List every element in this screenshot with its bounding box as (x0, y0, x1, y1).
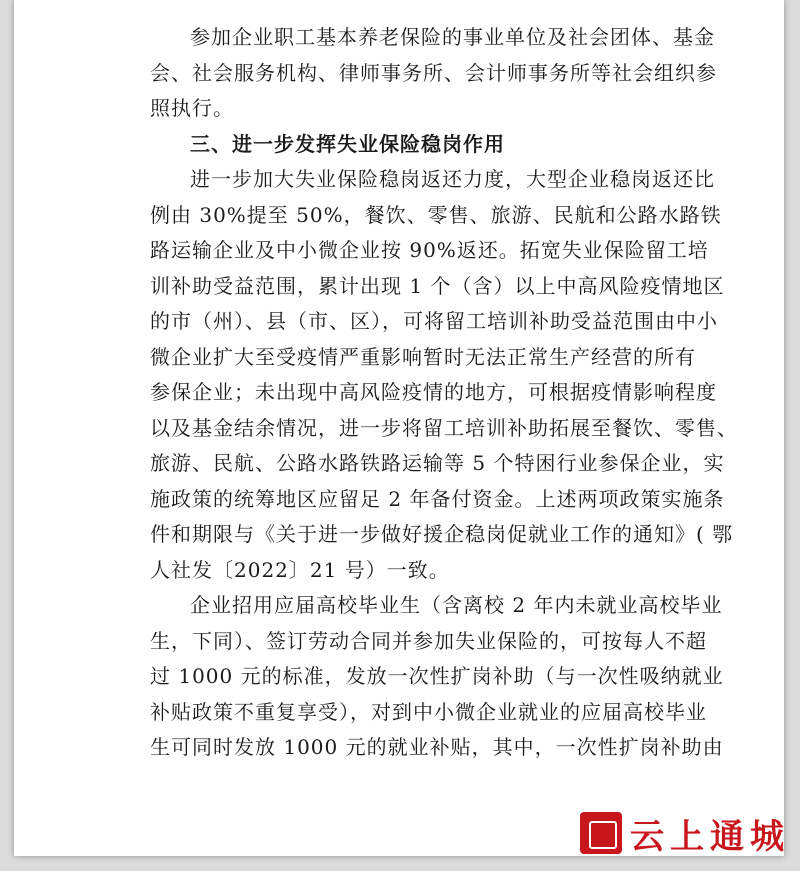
text-line: 照执行。 (150, 96, 234, 120)
text-line: 施政策的统筹地区应留足 2 年备付资金。上述两项政策实施条 (150, 486, 725, 511)
text-line: 训补助受益范围，累计出现 1 个（含）以上中高风险疫情地区 (150, 273, 725, 298)
text-line: 旅游、民航、公路水路铁路运输等 5 个特困行业参保企业，实 (150, 451, 725, 475)
text-line: 参加企业职工基本养老保险的事业单位及社会团体、基金 (190, 25, 715, 49)
text-line: 例由 30%提至 50%，餐饮、零售、旅游、民航和公路水路铁 (150, 202, 722, 227)
text-line: 参保企业；未出现中高风险疫情的地方，可根据疫情影响程度 (150, 380, 717, 404)
text-line: 补贴政策不重复享受），对到中小微企业就业的应届高校毕业 (150, 699, 707, 724)
text-line: 企业招用应届高校毕业生（含离校 2 年内未就业高校毕业 (190, 593, 723, 617)
section-heading: 三、进一步发挥失业保险稳岗作用 (190, 131, 505, 156)
text-line: 进一步加大失业保险稳岗返还力度，大型企业稳岗返还比 (190, 167, 715, 191)
text-line: 的市（州）、县（市、区），可将留工培训补助受益范围由中小 (150, 309, 718, 333)
watermark-brand: 云上通城 (630, 816, 790, 857)
text-line: 生，下同）、签订劳动合同并参加失业保险的，可按每人不超 (150, 628, 707, 653)
text-line: 会、社会服务机构、律师事务所、会计师事务所等社会组织参 (150, 60, 717, 85)
text-line: 生可同时发放 1000 元的就业补贴，其中，一次性扩岗补助由 (150, 735, 724, 759)
text-line: 微企业扩大至受疫情严重影响暂时无法正常生产经营的所有 (150, 344, 696, 369)
document-page (14, 0, 784, 856)
text-line: 路运输企业及中小微企业按 90%返还。拓宽失业保险留工培 (150, 238, 709, 262)
seal-logo-icon (580, 812, 622, 854)
document-body (150, 20, 738, 766)
text-line: 人社发〔2022〕21 号）一致。 (150, 557, 450, 582)
text-line: 过 1000 元的标准，发放一次性扩岗补助（与一次性吸纳就业 (150, 664, 724, 688)
text-line: 件和期限与《关于进一步做好援企稳岗促就业工作的通知》( 鄂 (150, 522, 734, 546)
text-line: 以及基金结余情况，进一步将留工培训补助拓展至餐饮、零售、 (150, 415, 738, 440)
watermark (580, 808, 790, 858)
